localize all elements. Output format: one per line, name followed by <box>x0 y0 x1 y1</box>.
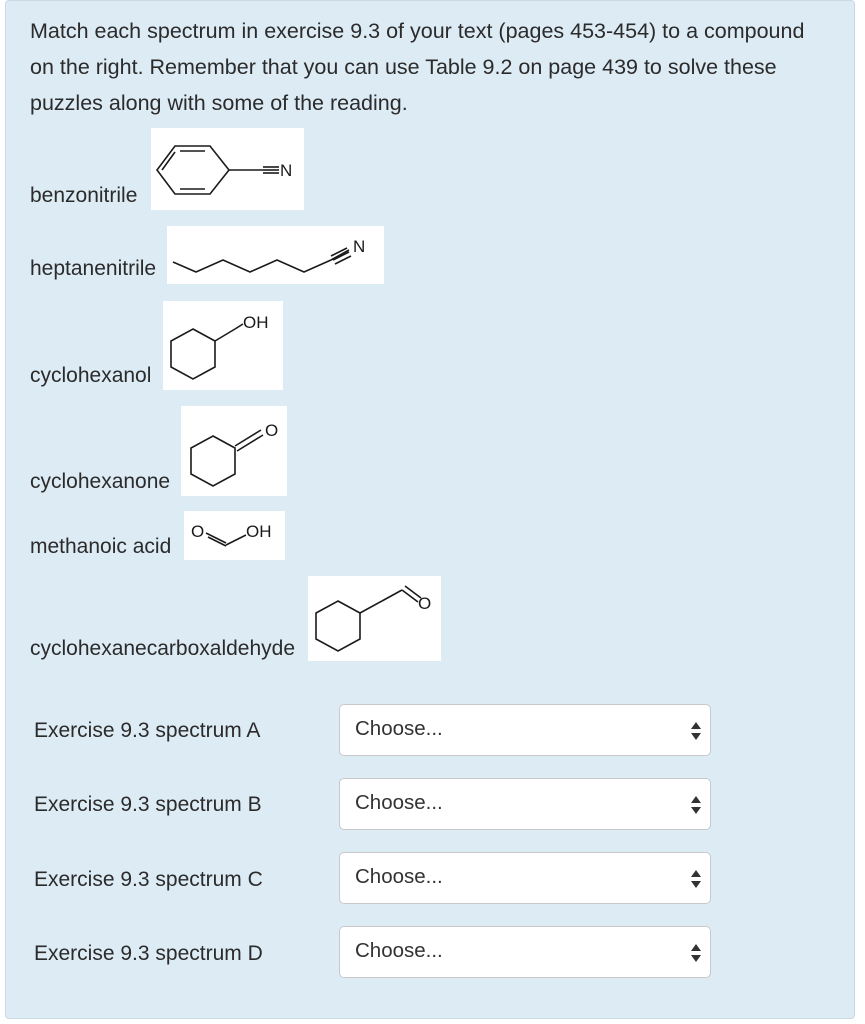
svg-text:O: O <box>418 594 432 613</box>
cyclohexanecarboxaldehyde-structure <box>308 576 441 661</box>
compound-row-benzonitrile <box>30 128 304 210</box>
benzonitrile-structure <box>151 128 304 210</box>
compound-label: heptanenitrile <box>30 257 157 280</box>
select-value: Choose... <box>355 865 443 888</box>
svg-text:O: O <box>265 421 279 440</box>
question-label-b: Exercise 9.3 spectrum B <box>34 793 262 816</box>
compound-row-methanoic-acid <box>30 511 285 560</box>
select-value: Choose... <box>355 939 443 962</box>
compound-row-heptanenitrile <box>30 226 384 284</box>
compound-row-cyclohexanol <box>30 301 283 390</box>
spectrum-d-select[interactable] <box>339 926 711 978</box>
question-label-c: Exercise 9.3 spectrum C <box>34 868 263 891</box>
heptanenitrile-structure <box>167 226 384 284</box>
svg-text:N: N <box>353 237 366 256</box>
compound-row-cyclohexanecarboxaldehyde <box>30 576 441 661</box>
select-value: Choose... <box>355 791 443 814</box>
compound-label: benzonitrile <box>30 184 138 207</box>
up-down-arrows-icon <box>690 867 702 891</box>
cyclohexanone-structure <box>181 406 287 496</box>
up-down-arrows-icon <box>690 941 702 965</box>
question-panel <box>5 0 855 1019</box>
compound-label: cyclohexanone <box>30 470 171 493</box>
svg-text:O: O <box>191 522 205 541</box>
svg-text:OH: OH <box>243 313 269 332</box>
up-down-arrows-icon <box>690 719 702 743</box>
compound-label: cyclohexanol <box>30 364 152 387</box>
question-label-a: Exercise 9.3 spectrum A <box>34 719 261 742</box>
compound-label: cyclohexanecarboxaldehyde <box>30 637 296 660</box>
spectrum-a-select[interactable] <box>339 704 711 756</box>
compound-row-cyclohexanone <box>30 406 287 496</box>
svg-text:N: N <box>280 161 293 180</box>
cyclohexanol-structure <box>163 301 283 390</box>
spectrum-c-select[interactable] <box>339 852 711 904</box>
select-value: Choose... <box>355 717 443 740</box>
svg-text:OH: OH <box>246 522 272 541</box>
up-down-arrows-icon <box>690 793 702 817</box>
question-prompt: Match each spectrum in exercise 9.3 of your text (pages 453-454) to a compound on the right. Remember that you can use Table 9.2 on page 439 to solve these puzzles along with some of the reading. <box>30 19 805 115</box>
spectrum-b-select[interactable] <box>339 778 711 830</box>
methanoic-acid-structure <box>184 511 285 560</box>
compound-label: methanoic acid <box>30 535 172 558</box>
question-label-d: Exercise 9.3 spectrum D <box>34 942 263 965</box>
